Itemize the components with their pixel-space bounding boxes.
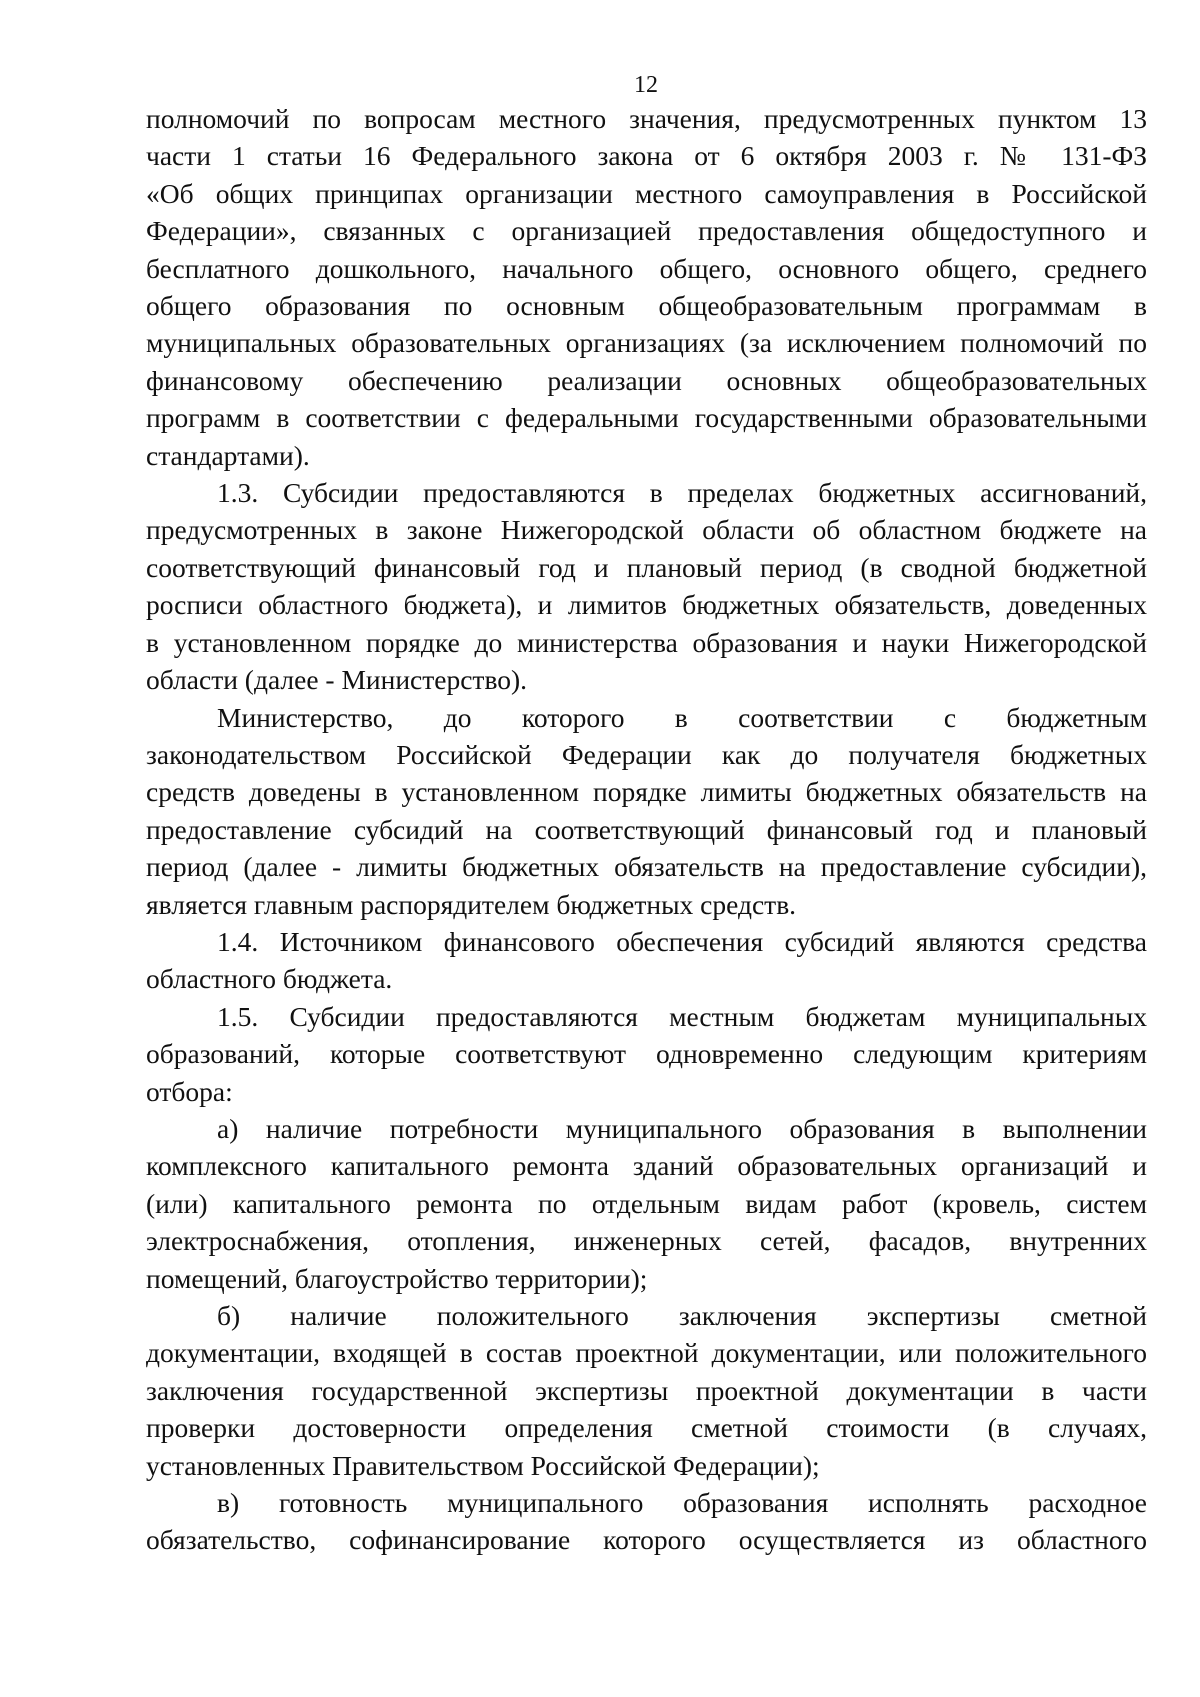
text-line: «Об общих принципах организации местного самоуправления в Российской — [146, 177, 1147, 209]
text-line: заключения государственной экспертизы проектной документации в части — [146, 1374, 1147, 1406]
paragraph-7 — [146, 1484, 1147, 1559]
text-line: электроснабжения, отопления, инженерных сетей, фасадов, внутренних — [146, 1225, 1147, 1257]
paragraph-1 — [146, 474, 1147, 698]
paragraph-2 — [146, 699, 1147, 923]
text-line: общего образования по основным общеобразовательным программам в — [146, 290, 1147, 322]
text-line: Федерации», связанных с организацией предоставления общедоступного и — [146, 215, 1147, 247]
paragraph-3 — [146, 923, 1147, 998]
text-line: полномочий по вопросам местного значения, предусмотренных пунктом 13 — [146, 103, 1147, 134]
text-line: предусмотренных в законе Нижегородской области об областном бюджете на — [146, 514, 1147, 546]
text-line: росписи областного бюджета), и лимитов бюджетных обязательств, доведенных — [146, 589, 1147, 621]
text-line: Министерство, до которого в соответствии с бюджетным — [217, 701, 1147, 733]
paragraph-5 — [146, 1110, 1147, 1297]
text-line: 1.5. Субсидии предоставляются местным бюджетам муниципальных — [217, 1000, 1147, 1032]
text-line: соответствующий финансовый год и плановый период (в сводной бюджетной — [146, 551, 1147, 583]
text-line: 1.4. Источником финансового обеспечения субсидий являются средства — [217, 925, 1147, 957]
text-line: области (далее - Министерство). — [146, 664, 528, 696]
text-line: бесплатного дошкольного, начального общего, основного общего, среднего — [146, 252, 1147, 284]
document-body — [146, 100, 1147, 1559]
text-line: является главным распорядителем бюджетных средств. — [146, 888, 797, 920]
paragraph-4 — [146, 998, 1147, 1110]
text-line: а) наличие потребности муниципального образования в выполнении — [217, 1112, 1147, 1144]
text-line: средств доведены в установленном порядке лимиты бюджетных обязательств на — [146, 776, 1147, 808]
page-number: 12 — [634, 72, 658, 98]
text-line: в установленном порядке до министерства образования и науки Нижегородской — [146, 626, 1147, 658]
text-line: образований, которые соответствуют одновременно следующим критериям — [146, 1038, 1147, 1070]
text-line: законодательством Российской Федерации как до получателя бюджетных — [146, 738, 1147, 770]
text-line: 1.3. Субсидии предоставляются в пределах бюджетных ассигнований, — [217, 477, 1147, 509]
text-line: период (далее - лимиты бюджетных обязательств на предоставление субсидии), — [146, 851, 1147, 883]
text-line: комплексного капитального ремонта зданий образовательных организаций и — [146, 1150, 1147, 1182]
paragraph-6 — [146, 1297, 1147, 1484]
text-line: муниципальных образовательных организациях (за исключением полномочий по — [146, 327, 1147, 359]
text-line: стандартами). — [146, 439, 310, 471]
text-line: (или) капитального ремонта по отдельным видам работ (кровель, систем — [146, 1187, 1147, 1219]
text-line: программ в соответствии с федеральными государственными образовательными — [146, 402, 1147, 434]
text-line: отбора: — [146, 1075, 233, 1107]
text-line: проверки достоверности определения сметной стоимости (в случаях, — [146, 1412, 1147, 1444]
text-line: помещений, благоустройство территории); — [146, 1262, 648, 1294]
text-line: в) готовность муниципального образования исполнять расходное — [217, 1487, 1147, 1519]
text-line: установленных Правительством Российской Федерации); — [146, 1449, 820, 1481]
paragraph-0 — [146, 100, 1147, 474]
text-line: финансовому обеспечению реализации основных общеобразовательных — [146, 364, 1147, 396]
text-line: б) наличие положительного заключения экспертизы сметной — [217, 1300, 1147, 1331]
text-line: части 1 статьи 16 Федерального закона от 6 октября 2003 г. № 131-ФЗ — [146, 140, 1147, 172]
text-line: областного бюджета. — [146, 963, 393, 995]
text-line: документации, входящей в состав проектной документации, или положительного — [146, 1337, 1147, 1369]
text-line: предоставление субсидий на соответствующий финансовый год и плановый — [146, 813, 1147, 845]
text-line: обязательство, софинансирование которого осуществляется из областного — [146, 1524, 1147, 1556]
